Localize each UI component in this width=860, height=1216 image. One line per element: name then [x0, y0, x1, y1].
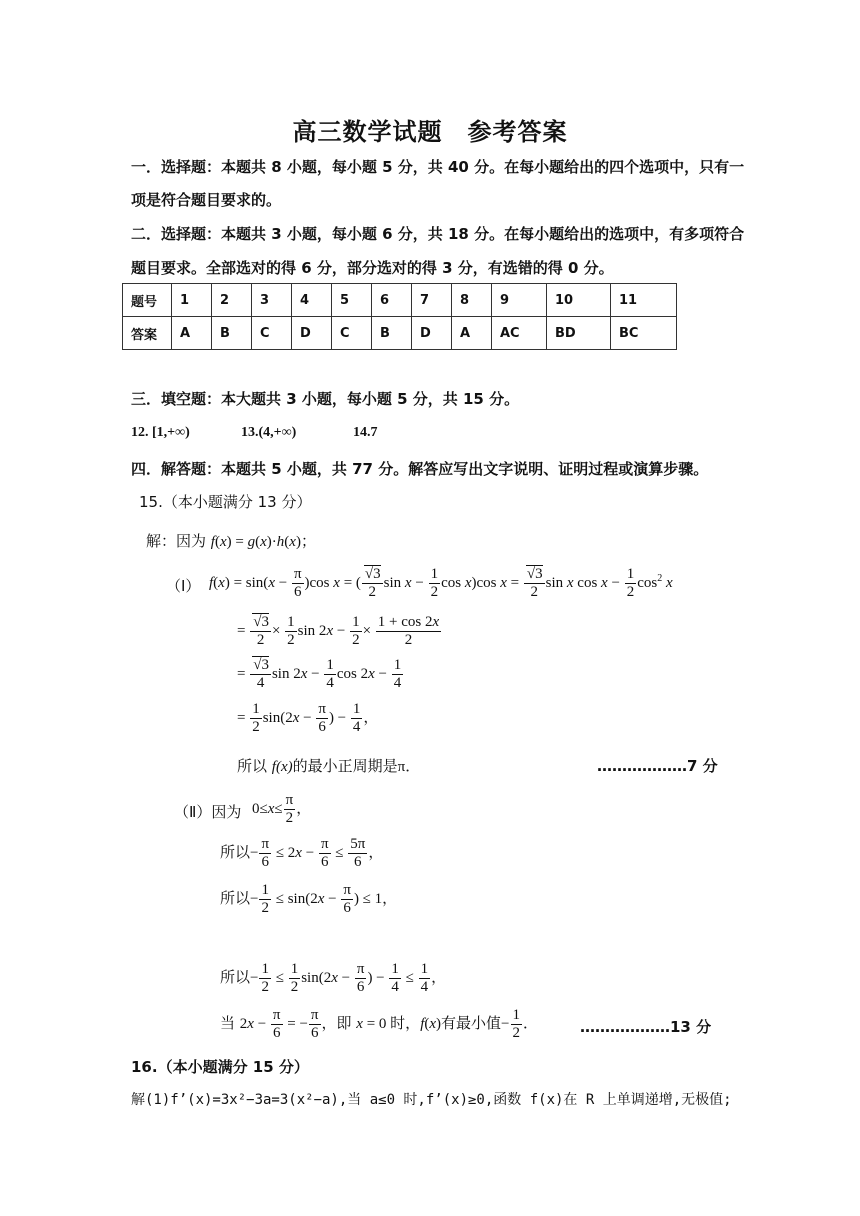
page-title: 高三数学试题 参考答案 — [292, 118, 568, 146]
q15-part2-line1: 0≤x≤ $\frac{\pi}{2}$ ， — [252, 792, 312, 826]
header-label: 题号 — [123, 284, 172, 317]
answer-cell: BD — [547, 317, 611, 350]
period-text-c: 的最小正周期是 — [292, 757, 398, 775]
question-number: 9 — [492, 284, 547, 317]
answer-table-header-row — [123, 284, 677, 317]
answer-cell: C — [332, 317, 372, 350]
question-number: 6 — [372, 284, 412, 317]
question-number: 1 — [172, 284, 212, 317]
answer-cell: BC — [611, 317, 677, 350]
q16-heading: 16.（本小题满分 15 分） — [131, 1058, 309, 1076]
section1-line2: 项是符合题目要求的。 — [131, 191, 282, 209]
q15-part1-label: （Ⅰ） — [166, 577, 201, 595]
question-number: 8 — [452, 284, 492, 317]
question-number: 2 — [212, 284, 252, 317]
q15-part2-label: （Ⅱ）因为 — [174, 803, 242, 821]
section3-heading: 三．填空题：本大题共 3 小题，每小题 5 分，共 15 分。 — [131, 390, 520, 408]
section2-line2: 题目要求。全部选对的得 6 分，部分选对的得 3 分，有选错的得 0 分。 — [131, 259, 614, 277]
q15-score-7: ………………7 分 — [597, 757, 718, 775]
q15-part2-line2: 所以− $\frac{\pi}{6}$ ≤ 2x − $\frac{\pi}{6}$ ≤ $\frac{5\pi}{6}$ ， — [220, 836, 384, 870]
q15-part2-line4: 所以− $\frac{1}{2}$ ≤ $\frac{1}{2}$ sin(2x − $\frac{\pi}{6}$ ) − $\frac{1}{4}$ ≤ $\frac{1}{4}$ ， — [220, 961, 447, 995]
solution-formula: f(x) = g(x)·h(x) — [210, 534, 301, 550]
section4-heading: 四．解答题：本题共 5 小题，共 77 分。解答应写出文字说明、证明过程或演算步骤。 — [131, 460, 709, 478]
answer-14: 14.7 — [353, 425, 378, 440]
answer-cell: A — [452, 317, 492, 350]
q15-part1-line2: = $\frac{√3}{2}$ × $\frac{1}{2}$ sin 2x − $\frac{1}{2}$ × $\frac{1 + \cos 2x}{2}$ — [237, 614, 440, 648]
q15-part2-line5: 当 2x − $\frac{\pi}{6}$ = − $\frac{\pi}{6}$ ，即 x = 0 时，f(x)有最小值− $\frac{1}{2}$ ． — [220, 1007, 539, 1041]
period-text-a: 所以 — [237, 757, 268, 775]
section1-line1: 一．选择题：本题共 8 小题，每小题 5 分，共 40 分。在每小题给出的四个选项中，只有一 — [131, 158, 745, 176]
q15-part1-line1: f(x) = sin(x − $\frac{\pi}{6}$ )cos x = ( $\frac{√3}{2}$ sin x − $\frac{1}{2}$ cos x)cos x = $\frac{√3}{2}$ sin x cos x − $\frac{1}{2}$ $\cos^2 x$ — [209, 566, 673, 600]
answer-13: 13.(4,+∞) — [241, 425, 297, 440]
solution-prefix: 解：因为 — [146, 532, 207, 550]
question-number: 7 — [412, 284, 452, 317]
question-number: 10 — [547, 284, 611, 317]
q15-solution-intro — [146, 530, 316, 551]
q15-heading: 15.（本小题满分 13 分） — [139, 493, 312, 511]
answer-cell: AC — [492, 317, 547, 350]
q15-part1-line3: = $\frac{√3}{4}$ sin 2x − $\frac{1}{4}$ cos 2x − $\frac{1}{4}$ — [237, 657, 402, 691]
answer-cell: D — [292, 317, 332, 350]
question-number: 4 — [292, 284, 332, 317]
question-number: 5 — [332, 284, 372, 317]
solution-suffix: ； — [300, 532, 316, 550]
period-value: π． — [397, 759, 421, 775]
period-func: f(x) — [271, 759, 293, 775]
answer-cell: A — [172, 317, 212, 350]
answer-cell: B — [372, 317, 412, 350]
answer-label: 答案 — [123, 317, 172, 350]
answer-cell: C — [252, 317, 292, 350]
answer-12: 12. [1,+∞) — [131, 425, 190, 440]
question-number: 11 — [611, 284, 677, 317]
answer-table — [122, 283, 677, 350]
q16-line1: 解(1)f’(x)=3x²−3a=3(x²−a),当 a≤0 时,f’(x)≥0,函数 f(x)在 R 上单调递增,无极值; — [131, 1092, 732, 1108]
answer-cell: D — [412, 317, 452, 350]
answer-cell: B — [212, 317, 252, 350]
answer-table-answer-row — [123, 317, 677, 350]
question-number: 3 — [252, 284, 292, 317]
q15-period-statement — [237, 755, 420, 776]
q15-part1-line4: = $\frac{1}{2}$ sin(2x − $\frac{\pi}{6}$ ) − $\frac{1}{4}$ ， — [237, 701, 379, 735]
section2-line1: 二．选择题：本题共 3 小题，每小题 6 分，共 18 分。在每小题给出的选项中，有多项符合 — [131, 225, 745, 243]
q15-part2-line3: 所以− $\frac{1}{2}$ ≤ sin(2x − $\frac{\pi}{6}$ ) ≤ 1， — [220, 882, 398, 916]
q15-score-13: ………………13 分 — [580, 1018, 712, 1036]
